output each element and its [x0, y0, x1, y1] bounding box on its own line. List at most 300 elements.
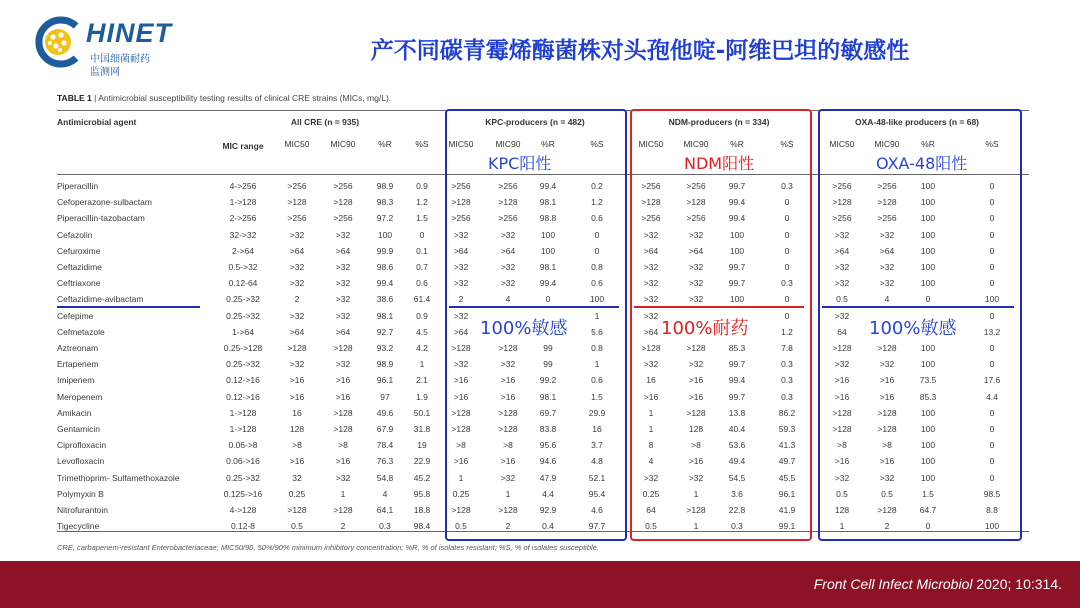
- value-cell: 100: [920, 456, 936, 467]
- value-cell: 0: [989, 456, 995, 467]
- value-cell: 96.1: [778, 488, 796, 499]
- value-cell: >256: [451, 213, 471, 224]
- value-cell: 1: [839, 521, 845, 532]
- value-cell: 97.2: [376, 213, 394, 224]
- logo-name: HINET: [86, 18, 172, 48]
- citation-ref: 2020; 10:314.: [972, 576, 1062, 592]
- value-cell: 4: [884, 294, 890, 305]
- value-cell: >8: [882, 440, 892, 451]
- value-cell: 73.5: [919, 375, 937, 386]
- value-cell: >32: [643, 472, 659, 483]
- value-cell: 0.25->32: [226, 294, 260, 305]
- value-cell: 0: [989, 197, 995, 208]
- value-cell: 0.3: [781, 278, 793, 289]
- value-cell: 1: [419, 359, 425, 370]
- value-cell: 0: [989, 213, 995, 224]
- value-cell: >32: [834, 359, 850, 370]
- value-cell: 2->64: [232, 245, 254, 256]
- value-cell: 100: [920, 213, 936, 224]
- value-cell: 128: [289, 424, 305, 434]
- value-cell: 98.6: [376, 262, 394, 272]
- value-cell: 54.5: [728, 472, 746, 483]
- value-cell: 0: [925, 521, 931, 532]
- value-cell: >32: [289, 278, 305, 289]
- value-cell: 4.4: [542, 488, 554, 499]
- value-cell: >8: [837, 440, 847, 451]
- value-cell: 0.5: [455, 521, 467, 532]
- value-cell: 4.5: [416, 326, 428, 337]
- value-cell: >8: [292, 440, 302, 451]
- value-cell: >16: [879, 456, 895, 467]
- value-cell: >128: [641, 343, 661, 353]
- agent-name-cell: Imipenem: [57, 375, 95, 386]
- value-cell: 100: [729, 294, 745, 305]
- value-cell: 49.4: [728, 456, 746, 467]
- value-cell: 0.3: [379, 521, 391, 532]
- value-cell: >32: [453, 278, 469, 289]
- value-cell: >16: [500, 456, 516, 467]
- value-cell: 8.8: [986, 505, 998, 515]
- value-cell: 32->32: [229, 229, 257, 240]
- value-cell: 99.4: [728, 375, 746, 386]
- value-cell: >32: [335, 278, 351, 289]
- value-cell: 0: [784, 262, 790, 272]
- value-cell: 100: [984, 521, 1000, 532]
- table-caption-label: TABLE 1: [57, 93, 92, 103]
- value-cell: 83.8: [539, 424, 557, 434]
- sub-header-cell: %R: [378, 139, 392, 149]
- value-cell: 1: [693, 488, 699, 499]
- value-cell: >128: [686, 505, 706, 515]
- value-cell: 1: [458, 472, 464, 483]
- value-cell: 22.8: [728, 505, 746, 515]
- value-cell: 100: [729, 245, 745, 256]
- sub-header-cell: MIC90: [874, 139, 900, 149]
- value-cell: 0: [545, 294, 551, 305]
- value-cell: >32: [643, 359, 659, 370]
- value-cell: 99: [543, 343, 553, 353]
- value-cell: 64: [837, 326, 847, 337]
- value-cell: >32: [879, 278, 895, 289]
- value-cell: 4->128: [229, 505, 257, 515]
- value-cell: 98.1: [539, 391, 557, 402]
- value-cell: 0.5: [645, 521, 657, 532]
- value-cell: >128: [498, 424, 518, 434]
- value-cell: 1->128: [229, 407, 257, 418]
- value-cell: >16: [879, 375, 895, 386]
- value-cell: >16: [688, 391, 704, 402]
- value-cell: >16: [289, 391, 305, 402]
- value-cell: >32: [335, 294, 351, 305]
- sub-header-cell: %S: [590, 139, 604, 149]
- value-cell: 100: [540, 229, 556, 240]
- value-cell: 100: [920, 424, 936, 434]
- value-cell: 0: [989, 310, 995, 321]
- value-cell: 2.1: [416, 375, 428, 386]
- agent-name-cell: Amikacin: [57, 407, 92, 418]
- value-cell: 1: [340, 488, 346, 499]
- value-cell: 18.8: [413, 505, 431, 515]
- value-cell: >128: [832, 197, 852, 208]
- value-cell: >128: [451, 343, 471, 353]
- value-cell: >64: [453, 326, 469, 337]
- value-cell: >256: [641, 213, 661, 224]
- value-cell: 128: [688, 424, 704, 434]
- value-cell: >16: [453, 391, 469, 402]
- value-cell: 0.9: [416, 181, 428, 191]
- value-cell: 0.5: [881, 488, 893, 499]
- value-cell: >32: [453, 229, 469, 240]
- value-cell: 99.4: [728, 213, 746, 224]
- value-cell: >32: [335, 359, 351, 370]
- value-cell: 53.6: [728, 440, 746, 451]
- value-cell: >32: [834, 262, 850, 272]
- ndm-positive-label: NDM阳性: [682, 151, 756, 174]
- value-cell: 0: [989, 440, 995, 451]
- value-cell: 1.9: [416, 391, 428, 402]
- value-cell: >32: [879, 229, 895, 240]
- agent-name-cell: Levofloxacin: [57, 456, 105, 467]
- value-cell: 0.3: [781, 181, 793, 191]
- value-cell: 0.12->16: [226, 391, 260, 402]
- value-cell: 0: [989, 472, 995, 483]
- value-cell: 4: [382, 488, 388, 499]
- value-cell: 0.7: [416, 262, 428, 272]
- value-cell: >32: [453, 359, 469, 370]
- value-cell: 100: [920, 229, 936, 240]
- group-header-kpc: KPC-producers (n = 482): [485, 117, 585, 127]
- value-cell: 98.9: [376, 181, 394, 191]
- value-cell: >16: [834, 375, 850, 386]
- value-cell: >128: [451, 424, 471, 434]
- group-header-ndm: NDM-producers (n = 334): [668, 117, 770, 127]
- value-cell: >64: [879, 245, 895, 256]
- value-cell: >256: [498, 213, 518, 224]
- value-cell: 54.8: [376, 472, 394, 483]
- value-cell: 2: [294, 294, 300, 305]
- value-cell: 31.8: [413, 424, 431, 434]
- agent-name-cell: Ceftriaxone: [57, 278, 101, 289]
- value-cell: 2: [505, 521, 511, 532]
- sub-header-cell: MIC50: [638, 139, 664, 149]
- citation: [814, 576, 1062, 592]
- value-cell: >256: [832, 181, 852, 191]
- value-cell: 0.8: [591, 343, 603, 353]
- value-cell: 100: [920, 245, 936, 256]
- value-cell: >128: [451, 505, 471, 515]
- oxa-positive-label: OXA-48阳性: [874, 151, 969, 174]
- value-cell: >256: [877, 181, 897, 191]
- sub-header-cell: MIC90: [330, 139, 356, 149]
- footer-bar: [0, 561, 1080, 608]
- value-cell: 22.9: [413, 456, 431, 467]
- value-cell: 98.3: [376, 197, 394, 208]
- sub-header-cell: %R: [541, 139, 555, 149]
- value-cell: 76.3: [376, 456, 394, 467]
- value-cell: >16: [289, 375, 305, 386]
- value-cell: >64: [289, 245, 305, 256]
- value-cell: >16: [834, 391, 850, 402]
- value-cell: >16: [879, 391, 895, 402]
- value-cell: 0: [784, 310, 790, 321]
- value-cell: 128: [834, 505, 850, 515]
- agent-name-cell: Cefepime: [57, 310, 94, 321]
- value-cell: >128: [333, 343, 353, 353]
- value-cell: 0: [419, 229, 425, 240]
- value-cell: 99.7: [728, 359, 746, 370]
- value-cell: 0: [594, 245, 600, 256]
- value-cell: >256: [451, 181, 471, 191]
- value-cell: 0.6: [416, 278, 428, 289]
- value-cell: >256: [498, 181, 518, 191]
- value-cell: 0.25->32: [226, 359, 260, 370]
- value-cell: 3.7: [591, 440, 603, 451]
- value-cell: 3.6: [731, 488, 743, 499]
- value-cell: >32: [688, 278, 704, 289]
- value-cell: 99.4: [539, 278, 557, 289]
- value-cell: >256: [877, 213, 897, 224]
- value-cell: >32: [335, 472, 351, 483]
- value-cell: 59.3: [778, 424, 796, 434]
- value-cell: 100: [920, 278, 936, 289]
- value-cell: >128: [877, 197, 897, 208]
- value-cell: 98.1: [539, 197, 557, 208]
- value-cell: 0: [989, 424, 995, 434]
- value-cell: >128: [832, 424, 852, 434]
- value-cell: >64: [688, 245, 704, 256]
- value-cell: 95.6: [539, 440, 557, 451]
- value-cell: 52.1: [588, 472, 606, 483]
- value-cell: >32: [643, 229, 659, 240]
- value-cell: >16: [688, 375, 704, 386]
- value-cell: 0: [594, 229, 600, 240]
- value-cell: >128: [686, 197, 706, 208]
- value-cell: 92.9: [539, 505, 557, 515]
- value-cell: 4.4: [986, 391, 998, 402]
- value-cell: >16: [335, 375, 351, 386]
- value-cell: 16: [646, 375, 656, 386]
- sub-header-cell: MIC50: [829, 139, 855, 149]
- value-cell: >32: [834, 278, 850, 289]
- value-cell: >32: [500, 262, 516, 272]
- value-cell: 0.2: [591, 181, 603, 191]
- value-cell: 98.5: [983, 488, 1001, 499]
- value-cell: 1: [693, 521, 699, 532]
- value-cell: 17.6: [983, 375, 1001, 386]
- agent-name-cell: Piperacillin: [57, 181, 99, 191]
- value-cell: 0.5: [291, 521, 303, 532]
- value-cell: 1: [594, 359, 600, 370]
- value-cell: 98.1: [539, 262, 557, 272]
- value-cell: 49.7: [778, 456, 796, 467]
- value-cell: 1: [505, 488, 511, 499]
- value-cell: 1->128: [229, 197, 257, 208]
- value-cell: >32: [453, 262, 469, 272]
- value-cell: >32: [643, 310, 659, 321]
- value-cell: 13.8: [728, 407, 746, 418]
- value-cell: >32: [289, 359, 305, 370]
- value-cell: 0: [989, 262, 995, 272]
- value-cell: 98.1: [376, 310, 394, 321]
- value-cell: 0: [989, 407, 995, 418]
- value-cell: 0: [784, 197, 790, 208]
- value-cell: 100: [920, 197, 936, 208]
- value-cell: 85.3: [919, 391, 937, 402]
- agent-name-cell: Polymyxin B: [57, 488, 104, 499]
- value-cell: >16: [643, 391, 659, 402]
- value-cell: 99.7: [728, 391, 746, 402]
- value-cell: 16: [292, 407, 302, 418]
- value-cell: >32: [289, 229, 305, 240]
- group-header-oxa: OXA-48-like producers (n = 68): [855, 117, 979, 127]
- value-cell: 1.5: [591, 391, 603, 402]
- value-cell: 99.4: [539, 181, 557, 191]
- value-cell: 0.06->16: [226, 456, 260, 467]
- value-cell: 96.1: [376, 375, 394, 386]
- value-cell: 0: [989, 229, 995, 240]
- value-cell: >32: [688, 472, 704, 483]
- value-cell: >128: [333, 424, 353, 434]
- value-cell: 69.7: [539, 407, 557, 418]
- value-cell: 98.4: [413, 521, 431, 532]
- value-cell: >128: [877, 424, 897, 434]
- value-cell: >128: [686, 343, 706, 353]
- sub-header-cell: MIC90: [495, 139, 521, 149]
- value-cell: >128: [451, 197, 471, 208]
- value-cell: 97: [380, 391, 390, 402]
- value-cell: 100: [540, 245, 556, 256]
- value-cell: 0: [989, 181, 995, 191]
- group-header-agent: Antimicrobial agent: [57, 117, 137, 127]
- value-cell: 0.1: [416, 245, 428, 256]
- oxa-underline: [822, 306, 1014, 308]
- value-cell: 0.25->32: [226, 472, 260, 483]
- value-cell: 0: [989, 343, 995, 353]
- value-cell: 0: [784, 294, 790, 305]
- value-cell: 61.4: [413, 294, 431, 305]
- value-cell: 94.6: [539, 456, 557, 467]
- agent-name-cell: Nitrofurantoin: [57, 505, 109, 515]
- value-cell: >128: [877, 505, 897, 515]
- value-cell: >8: [338, 440, 348, 451]
- value-cell: 4.8: [591, 456, 603, 467]
- value-cell: 0.12->16: [226, 375, 260, 386]
- value-cell: 49.6: [376, 407, 394, 418]
- value-cell: 100: [920, 343, 936, 353]
- value-cell: >128: [877, 343, 897, 353]
- value-cell: >32: [289, 310, 305, 321]
- value-cell: 0.5: [836, 488, 848, 499]
- value-cell: 98.8: [539, 213, 557, 224]
- value-cell: 0.4: [542, 521, 554, 532]
- ndm-underline: [634, 306, 804, 308]
- value-cell: 100: [920, 359, 936, 370]
- sub-header-cell: %S: [780, 139, 794, 149]
- value-cell: >32: [688, 229, 704, 240]
- value-cell: >32: [453, 310, 469, 321]
- value-cell: 100: [729, 229, 745, 240]
- value-cell: 32: [292, 472, 302, 483]
- value-cell: 99.7: [728, 278, 746, 289]
- value-cell: >32: [879, 472, 895, 483]
- value-cell: >32: [500, 472, 516, 483]
- agent-name-cell: Cefuroxime: [57, 245, 101, 256]
- value-cell: 0.6: [591, 213, 603, 224]
- value-cell: 100: [589, 294, 605, 305]
- value-cell: >16: [453, 456, 469, 467]
- value-cell: >128: [333, 407, 353, 418]
- value-cell: 4: [505, 294, 511, 305]
- value-cell: >128: [832, 407, 852, 418]
- value-cell: 100: [920, 472, 936, 483]
- value-cell: 0: [989, 359, 995, 370]
- value-cell: 5.6: [591, 326, 603, 337]
- value-cell: 1->128: [229, 424, 257, 434]
- value-cell: >256: [287, 181, 307, 191]
- value-cell: 40.4: [728, 424, 746, 434]
- value-cell: >128: [287, 343, 307, 353]
- value-cell: 100: [920, 440, 936, 451]
- value-cell: 99.7: [728, 262, 746, 272]
- value-cell: >16: [335, 456, 351, 467]
- value-cell: 1.5: [922, 488, 934, 499]
- value-cell: 0: [925, 294, 931, 305]
- agent-name-cell: Piperacillin-tazobactam: [57, 213, 145, 224]
- citation-journal: Front Cell Infect Microbiol: [813, 576, 973, 592]
- value-cell: 0.3: [731, 521, 743, 532]
- value-cell: >32: [834, 472, 850, 483]
- value-cell: >32: [500, 359, 516, 370]
- value-cell: 92.7: [376, 326, 394, 337]
- value-cell: 38.6: [376, 294, 394, 305]
- value-cell: 4.6: [591, 505, 603, 515]
- value-cell: 1.2: [591, 197, 603, 208]
- value-cell: 97.7: [588, 521, 606, 532]
- value-cell: 64: [646, 505, 656, 515]
- value-cell: 64.7: [919, 505, 937, 515]
- value-cell: >64: [335, 326, 351, 337]
- value-cell: 1.2: [416, 197, 428, 208]
- value-cell: 95.8: [413, 488, 431, 499]
- value-cell: 0.25->128: [223, 343, 263, 353]
- value-cell: >32: [643, 278, 659, 289]
- value-cell: 100: [920, 181, 936, 191]
- agent-underline: [57, 306, 200, 308]
- value-cell: 0: [784, 229, 790, 240]
- agent-name-cell: Gentamicin: [57, 424, 100, 434]
- value-cell: >32: [335, 229, 351, 240]
- group-header-all: All CRE (n = 935): [290, 117, 360, 127]
- value-cell: >256: [333, 213, 353, 224]
- kpc-positive-label: KPC阳性: [486, 151, 553, 174]
- value-cell: >32: [335, 310, 351, 321]
- value-cell: >16: [453, 375, 469, 386]
- logo-subtitle-2: 监测网: [90, 67, 120, 78]
- value-cell: 2: [884, 521, 890, 532]
- value-cell: >128: [641, 197, 661, 208]
- value-cell: 99.4: [376, 278, 394, 289]
- value-cell: 4: [648, 456, 654, 467]
- value-cell: 41.3: [778, 440, 796, 451]
- table-caption: TABLE 1 | Antimicrobial susceptibility testing results of clinical CRE strains (MICs, mg/L).: [57, 93, 392, 103]
- agent-name-cell: Cefoperazone-sulbactam: [57, 197, 152, 208]
- value-cell: 4->256: [229, 181, 257, 191]
- value-cell: >32: [688, 294, 704, 305]
- value-cell: 0.06->8: [228, 440, 258, 451]
- sub-header-cell: %S: [985, 139, 999, 149]
- value-cell: 1->64: [232, 326, 254, 337]
- value-cell: 0.25: [288, 488, 306, 499]
